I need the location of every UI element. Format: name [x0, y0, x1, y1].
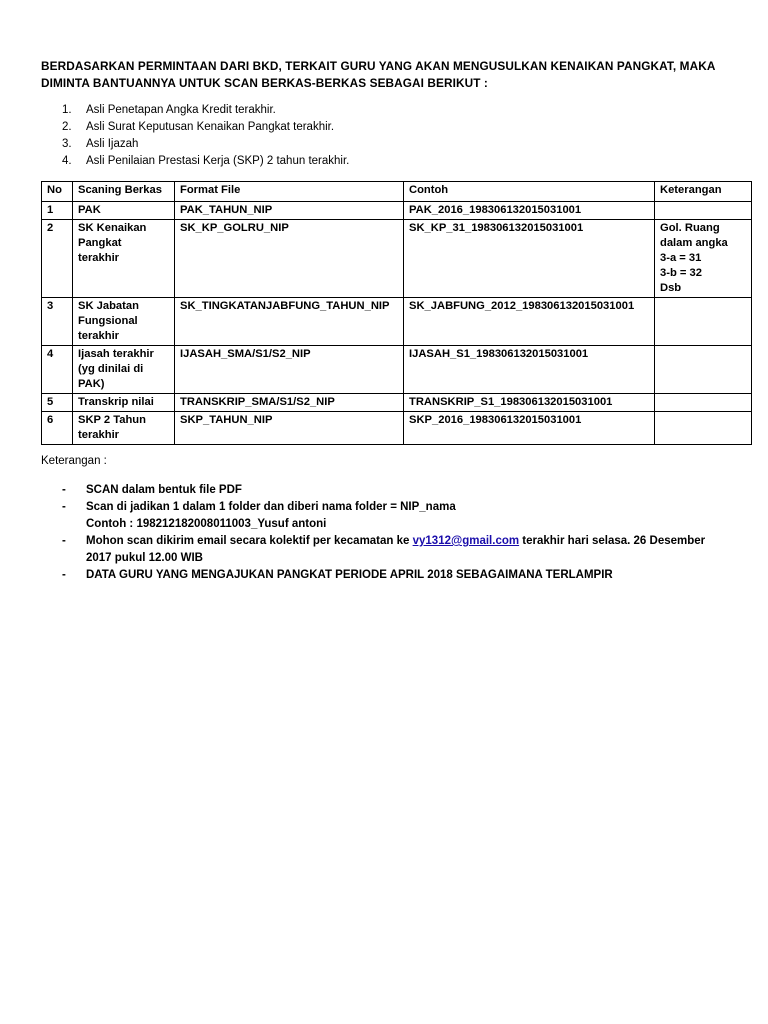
- cell-no: 4: [42, 346, 73, 394]
- file-format-table: [41, 181, 752, 445]
- table-row: [42, 298, 752, 346]
- list-item: [62, 482, 752, 499]
- cell-berkas: [73, 346, 175, 394]
- cell-berkas: [73, 412, 175, 445]
- cell-keterangan: [655, 346, 752, 394]
- cell-berkas: [73, 298, 175, 346]
- cell-line: SKP 2 Tahun: [78, 414, 146, 426]
- cell-format: SK_TINGKATANJABFUNG_TAHUN_NIP: [175, 298, 404, 346]
- cell-line: PAK: [78, 204, 101, 216]
- list-item: [62, 153, 349, 170]
- cell-contoh: TRANSKRIP_S1_198306132015031001: [404, 394, 655, 412]
- cell-line: terakhir: [78, 330, 120, 342]
- requirements-list: [62, 102, 349, 170]
- note-text: [86, 533, 752, 567]
- note-text: [86, 499, 752, 533]
- dash-bullet: -: [62, 501, 66, 513]
- list-item: [62, 499, 752, 533]
- cell-contoh: SK_KP_31_198306132015031001: [404, 220, 655, 298]
- cell-contoh: SK_JABFUNG_2012_198306132015031001: [404, 298, 655, 346]
- list-item: [62, 102, 349, 119]
- header-no: No: [42, 182, 73, 202]
- cell-berkas: [73, 202, 175, 220]
- header-format: Format File: [175, 182, 404, 202]
- cell-berkas: [73, 220, 175, 298]
- table-row: [42, 346, 752, 394]
- list-number: 1.: [62, 104, 72, 116]
- intro-paragraph: [41, 58, 731, 92]
- list-text: Asli Surat Keputusan Kenaikan Pangkat terakhir.: [86, 121, 335, 133]
- list-item: [62, 136, 349, 153]
- table-row: [42, 202, 752, 220]
- cell-format: SKP_TAHUN_NIP: [175, 412, 404, 445]
- cell-line: (yg dinilai di: [78, 363, 144, 375]
- cell-no: 3: [42, 298, 73, 346]
- note-example: Contoh : 198212182008011003_Yusuf antoni: [86, 518, 327, 530]
- cell-line: Transkrip nilai: [78, 396, 154, 408]
- dash-bullet: -: [62, 569, 66, 581]
- table-row: [42, 412, 752, 445]
- cell-contoh: PAK_2016_198306132015031001: [404, 202, 655, 220]
- header-berkas: Scaning Berkas: [73, 182, 175, 202]
- table-row: [42, 220, 752, 298]
- list-number: 3.: [62, 138, 72, 150]
- cell-keterangan: [655, 202, 752, 220]
- note-line: Scan di jadikan 1 dalam 1 folder dan diberi nama folder = NIP_nama: [86, 501, 456, 513]
- notes-list: [62, 482, 752, 584]
- list-item: [62, 567, 752, 584]
- cell-contoh: SKP_2016_198306132015031001: [404, 412, 655, 445]
- cell-line: Fungsional: [78, 315, 138, 327]
- cell-line: Ijasah terakhir: [78, 348, 154, 360]
- list-number: 2.: [62, 121, 72, 133]
- cell-keterangan: [655, 298, 752, 346]
- cell-keterangan: [655, 220, 752, 298]
- cell-line: 3-b = 32: [660, 267, 702, 279]
- table-row: [42, 394, 752, 412]
- cell-no: 1: [42, 202, 73, 220]
- intro-line-2: DIMINTA BANTUANNYA UNTUK SCAN BERKAS-BERKAS SEBAGAI BERIKUT :: [41, 76, 488, 90]
- note-text: SCAN dalam bentuk file PDF: [86, 484, 242, 496]
- note-line: 2017 pukul 12.00 WIB: [86, 552, 203, 564]
- email-link[interactable]: vy1312@gmail.com: [412, 535, 520, 547]
- cell-format: PAK_TAHUN_NIP: [175, 202, 404, 220]
- list-text: Asli Penetapan Angka Kredit terakhir.: [86, 104, 276, 116]
- cell-format: IJASAH_SMA/S1/S2_NIP: [175, 346, 404, 394]
- cell-no: 2: [42, 220, 73, 298]
- cell-keterangan: [655, 394, 752, 412]
- note-fragment: Mohon scan dikirim email secara kolektif per kecamatan ke: [86, 535, 413, 547]
- list-item: [62, 119, 349, 136]
- cell-format: TRANSKRIP_SMA/S1/S2_NIP: [175, 394, 404, 412]
- list-text: Asli Penilaian Prestasi Kerja (SKP) 2 tahun terakhir.: [86, 155, 350, 167]
- header-keterangan: Keterangan: [655, 182, 752, 202]
- cell-line: terakhir: [78, 252, 120, 264]
- header-contoh: Contoh: [404, 182, 655, 202]
- dash-bullet: -: [62, 535, 66, 547]
- note-text: DATA GURU YANG MENGAJUKAN PANGKAT PERIODE APRIL 2018 SEBAGAIMANA TERLAMPIR: [86, 569, 613, 581]
- note-fragment: terakhir hari selasa. 26 Desember: [519, 535, 706, 547]
- cell-line: Pangkat: [78, 237, 122, 249]
- cell-line: Dsb: [660, 282, 682, 294]
- list-item: [62, 533, 752, 567]
- cell-no: 6: [42, 412, 73, 445]
- cell-line: SK Jabatan: [78, 300, 139, 312]
- cell-line: 3-a = 31: [660, 252, 702, 264]
- note-line: [86, 533, 752, 550]
- cell-format: SK_KP_GOLRU_NIP: [175, 220, 404, 298]
- table-header-row: [42, 182, 752, 202]
- dash-bullet: -: [62, 484, 66, 496]
- keterangan-title: Keterangan :: [41, 455, 107, 467]
- cell-line: SK Kenaikan: [78, 222, 147, 234]
- list-text: Asli Ijazah: [86, 138, 139, 150]
- cell-line: terakhir: [78, 429, 120, 441]
- cell-line: Gol. Ruang: [660, 222, 720, 234]
- cell-line: PAK): [78, 378, 105, 390]
- cell-contoh: IJASAH_S1_198306132015031001: [404, 346, 655, 394]
- list-number: 4.: [62, 155, 72, 167]
- cell-berkas: [73, 394, 175, 412]
- cell-line: dalam angka: [660, 237, 728, 249]
- intro-line-1: BERDASARKAN PERMINTAAN DARI BKD, TERKAIT GURU YANG AKAN MENGUSULKAN KENAIKAN PANGKAT, MAKA: [41, 59, 716, 73]
- cell-keterangan: [655, 412, 752, 445]
- cell-no: 5: [42, 394, 73, 412]
